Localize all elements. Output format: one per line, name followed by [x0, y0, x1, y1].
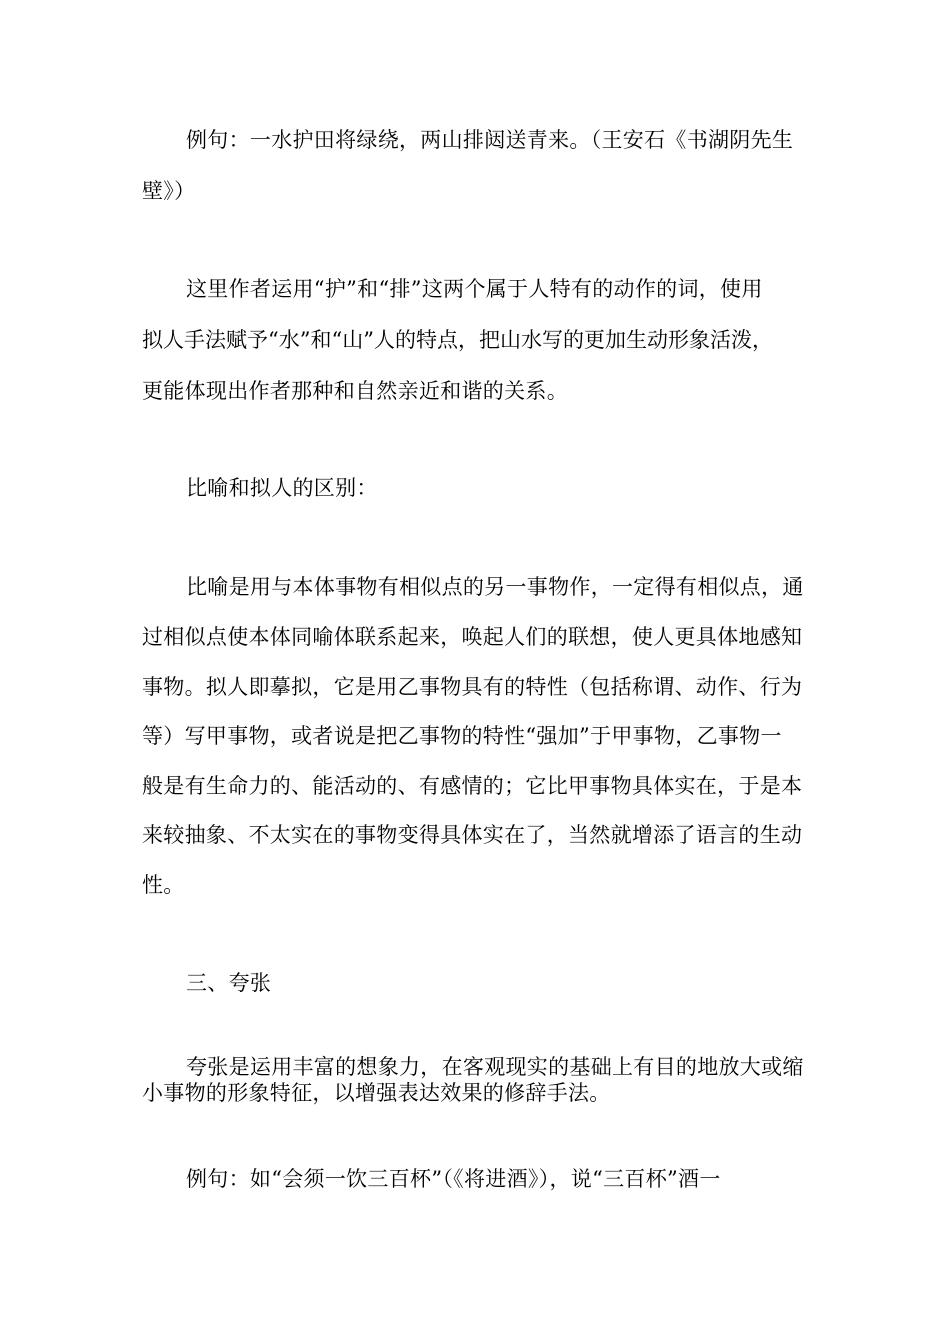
example-poem-line-1: 例句：一水护田将绿绕，两山排闼送青来。（王安石《书湖阴先生	[186, 128, 794, 152]
hyperbole-definition-line-2: 小事物的形象特征，以增强表达效果的修辞手法。	[142, 1081, 611, 1105]
comparison-line-1: 比喻是用与本体事物有相似点的另一事物作，一定得有相似点，通	[186, 575, 804, 599]
comparison-line-2: 过相似点使本体同喻体联系起来，唤起人们的联想，使人更具体地感知	[142, 625, 803, 649]
comparison-line-7: 性。	[142, 873, 185, 897]
section-heading-comparison: 比喻和拟人的区别：	[186, 476, 378, 500]
comparison-line-5: 般是有生命力的、能活动的、有感情的；它比甲事物具体实在，于是本	[142, 774, 803, 798]
hyperbole-example-line-1: 例句：如“会须一饮三百杯”（《将进酒》），说“三百杯”酒一	[186, 1167, 721, 1191]
section-heading-hyperbole: 三、夸张	[186, 971, 272, 995]
hyperbole-definition-line-1: 夸张是运用丰富的想象力，在客观现实的基础上有目的地放大或缩	[186, 1055, 804, 1079]
comparison-line-6: 来较抽象、不太实在的事物变得具体实在了，当然就增添了语言的生动	[142, 823, 803, 847]
explanation-line-1: 这里作者运用“护”和“排”这两个属于人特有的动作的词，使用	[186, 277, 763, 301]
example-poem-line-2: 壁》）	[142, 179, 196, 203]
comparison-line-3: 事物。拟人即摹拟，它是用乙事物具有的特性（包括称谓、动作、行为	[142, 675, 803, 699]
explanation-line-2: 拟人手法赋予“水”和“山”人的特点，把山水写的更加生动形象活泼，	[142, 328, 773, 352]
explanation-line-3: 更能体现出作者那种和自然亲近和谐的关系。	[142, 379, 568, 403]
comparison-line-4: 等）写甲事物，或者说是把乙事物的特性“强加”于甲事物，乙事物一	[142, 724, 782, 748]
